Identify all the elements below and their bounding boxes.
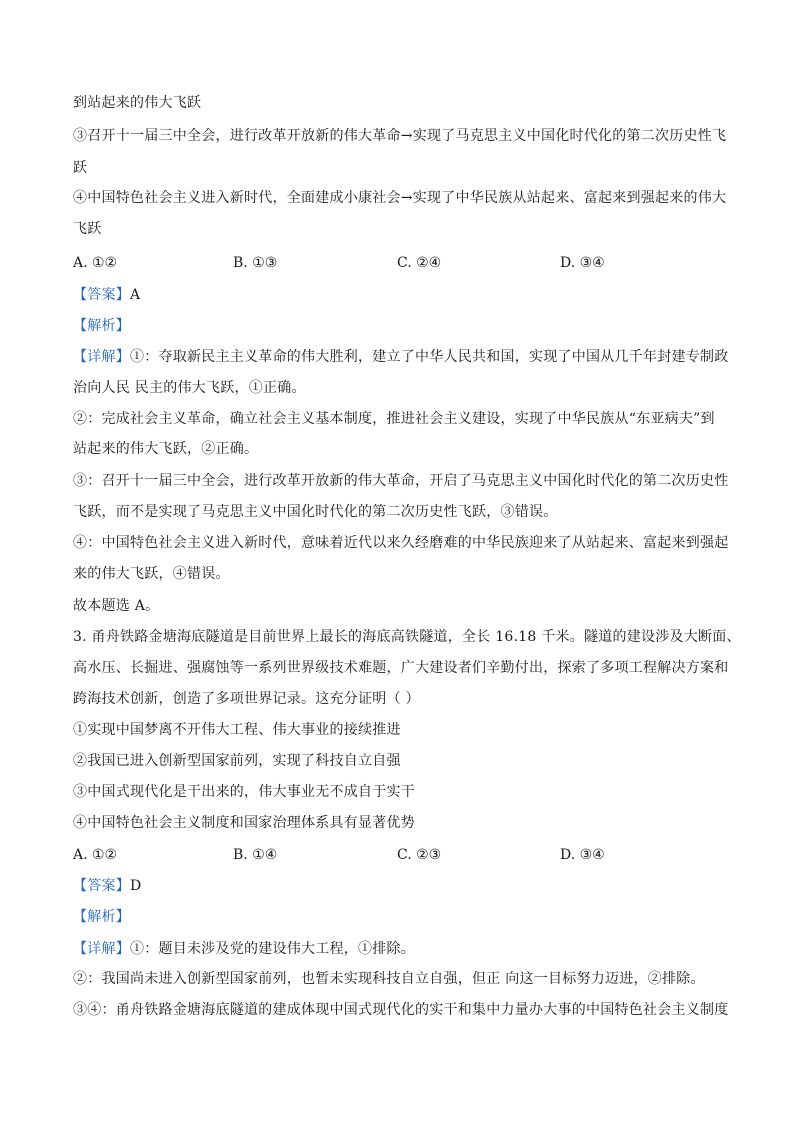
q2-statement-4: ④中国特色社会主义进入新时代，全面建成小康社会→实现了中华民族从站起来、富起来到强起来的伟大 bbox=[73, 190, 727, 206]
q3-statement-4: ④中国特色社会主义制度和国家治理体系具有显著优势 bbox=[73, 815, 415, 831]
detail-text: ①：夺取新民主主义革命的伟大胜利，建立了中华人民共和国，实现了中国从几千年封建专制政 bbox=[130, 349, 729, 365]
detail-tag: 【详解】 bbox=[73, 349, 130, 365]
q2-detail-1-cont: 治向人民 民主的伟大飞跃，①正确。 bbox=[73, 380, 306, 396]
analysis-tag: 【解析】 bbox=[73, 318, 130, 334]
q3-option-c: C. ②③ bbox=[397, 847, 442, 863]
q2-detail-4-cont: 来的伟大飞跃，④错误。 bbox=[73, 566, 230, 582]
q3-option-d: D. ③④ bbox=[560, 847, 605, 863]
q2-conclusion: 故本题选 A。 bbox=[73, 598, 160, 614]
q3-answer bbox=[73, 877, 141, 895]
answer-value: A bbox=[130, 287, 141, 303]
q2-detail-2-cont: 站起来的伟大飞跃，②正确。 bbox=[73, 441, 259, 457]
q2-detail-3-cont: 飞跃，而不是实现了马克思主义中国化时代化的第二次历史性飞跃，③错误。 bbox=[73, 504, 558, 520]
q2-statement-3: ③召开十一届三中全会，进行改革开放新的伟大革命→实现了马克思主义中国化时代化的第二次历史性飞 bbox=[73, 128, 727, 144]
answer-tag: 【答案】 bbox=[73, 878, 130, 894]
detail-text: ①：题目未涉及党的建设伟大工程，①排除。 bbox=[130, 941, 415, 957]
analysis-tag: 【解析】 bbox=[73, 909, 130, 925]
q3-statement-1: ①实现中国梦离不开伟大工程、伟大事业的接续推进 bbox=[73, 722, 401, 738]
q2-detail-4: ④：中国特色社会主义进入新时代，意味着近代以来久经磨难的中华民族迎来了从站起来、富起来到强起 bbox=[73, 535, 729, 551]
q2-option-c: C. ②④ bbox=[397, 255, 442, 271]
q3-option-b: B. ①④ bbox=[233, 847, 278, 863]
detail-tag: 【详解】 bbox=[73, 941, 130, 957]
q3-stem: 3. 甬舟铁路金塘海底隧道是目前世界上最长的海底高铁隧道，全长 16.18 千米。隧道的建设涉及大断面、 bbox=[73, 629, 741, 645]
answer-tag: 【答案】 bbox=[73, 287, 130, 303]
q2-detail-2: ②：完成社会主义革命，确立社会主义基本制度，推进社会主义建设，实现了中华民族从“东亚病夫”到 bbox=[73, 411, 715, 427]
q2-detail-1 bbox=[73, 348, 729, 366]
q3-analysis-heading bbox=[73, 908, 130, 926]
q3-statement-3: ③中国式现代化是干出来的，伟大事业无不成自于实干 bbox=[73, 784, 415, 800]
q3-stem-cont-1: 高水压、长掘进、强腐蚀等一系列世界级技术难题，广大建设者们辛勤付出，探索了多项工程解决方案和 bbox=[73, 660, 729, 676]
q3-detail-2: ②：我国尚未进入创新型国家前列，也暂未实现科技自立自强，但正 向这一目标努力迈进，②排除。 bbox=[73, 971, 705, 987]
q2-option-a: A. ①② bbox=[73, 255, 118, 271]
q3-detail-1 bbox=[73, 940, 415, 958]
q3-option-a: A. ①② bbox=[73, 847, 118, 863]
q2-answer bbox=[73, 286, 140, 304]
q2-statement-3-cont: 跃 bbox=[73, 160, 88, 176]
q3-detail-34: ③④：甬舟铁路金塘海底隧道的建成体现中国式现代化的实干和集中力量办大事的中国特色社会主义制度 bbox=[73, 1002, 729, 1018]
q2-option-d: D. ③④ bbox=[560, 255, 605, 271]
q2-option-b: B. ①③ bbox=[233, 255, 278, 271]
q3-statement-2: ②我国已进入创新型国家前列，实现了科技自立自强 bbox=[73, 753, 401, 769]
answer-value: D bbox=[130, 878, 142, 894]
q2-statement-4-cont: 飞跃 bbox=[73, 221, 102, 237]
q2-statement-2-end: 到站起来的伟大飞跃 bbox=[73, 95, 202, 111]
q2-analysis-heading bbox=[73, 317, 130, 335]
q2-detail-3: ③：召开十一届三中全会，进行改革开放新的伟大革命，开启了马克思主义中国化时代化的第二次历史性 bbox=[73, 473, 729, 489]
q3-stem-cont-2: 跨海技术创新，创造了多项世界记录。这充分证明（ ） bbox=[73, 691, 420, 707]
